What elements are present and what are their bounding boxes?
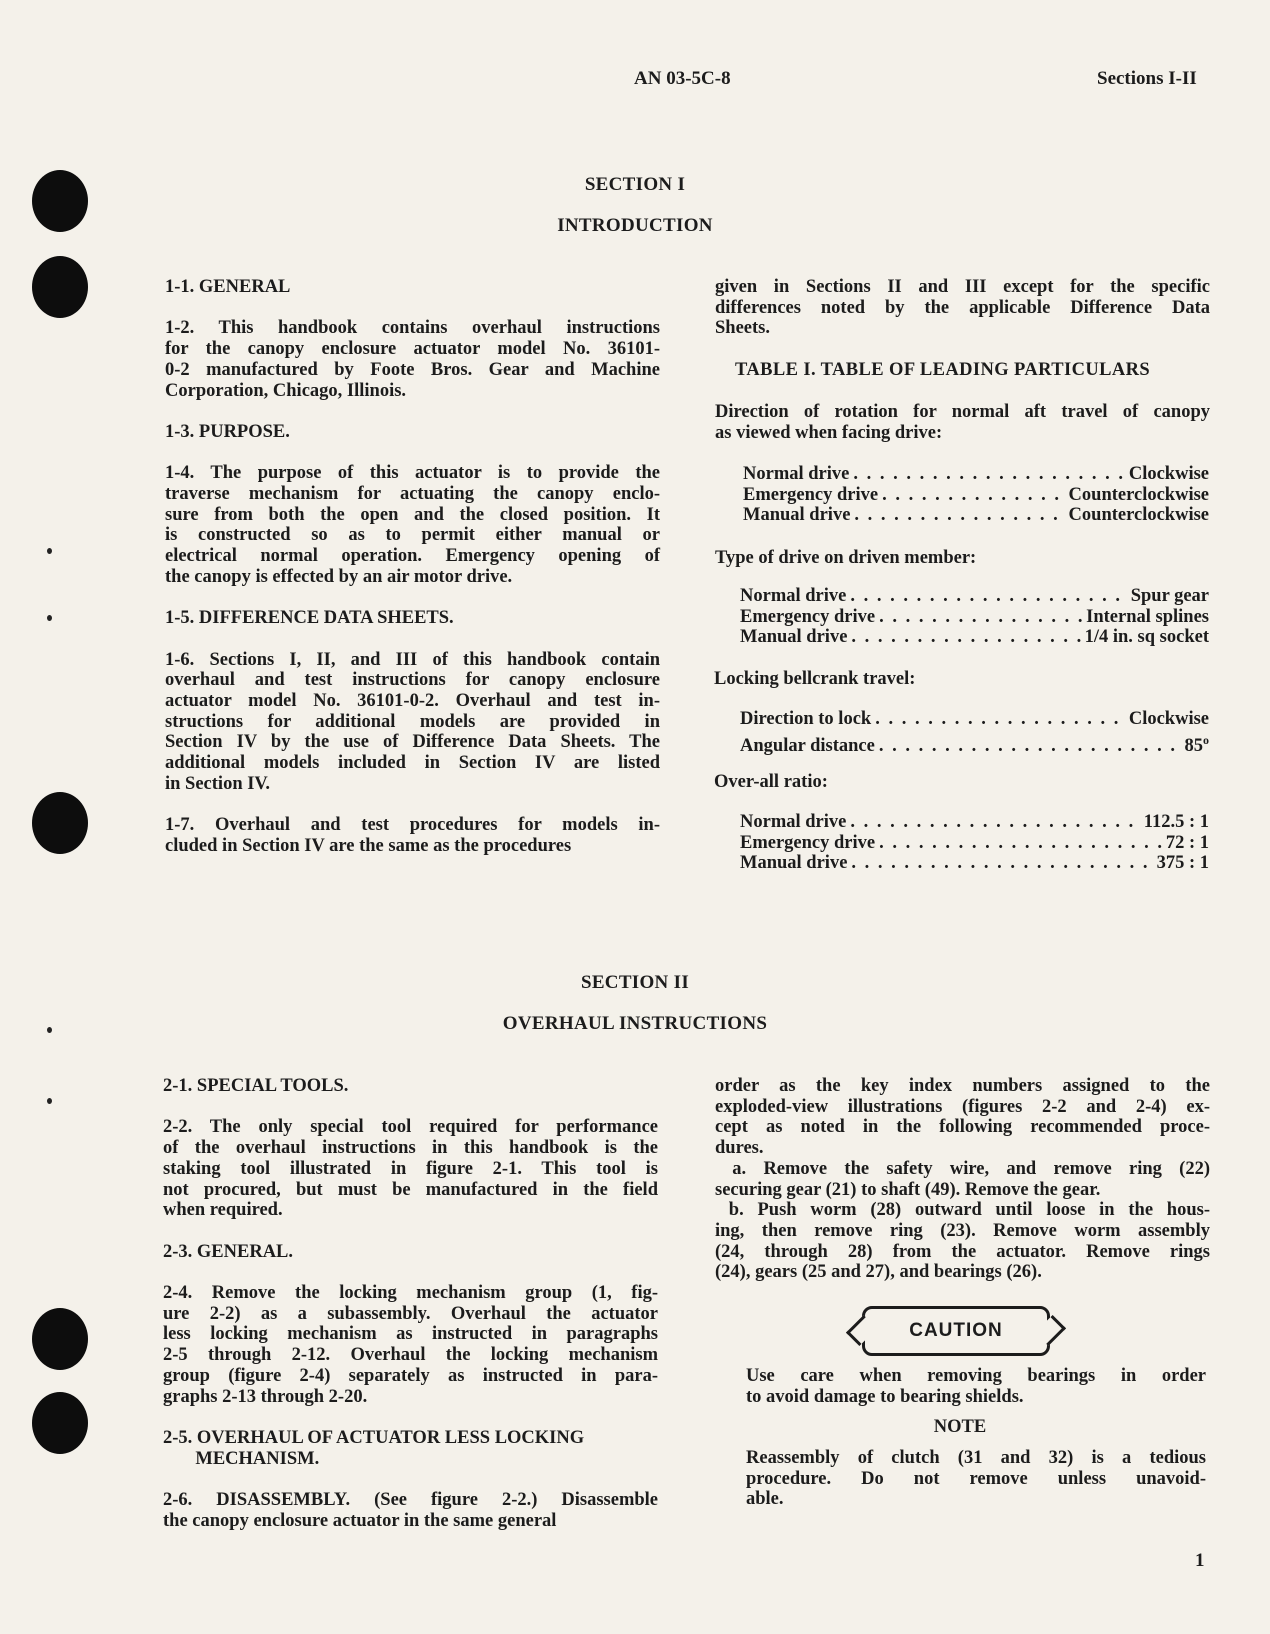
row-value xyxy=(1069,485,1209,506)
rotation-table xyxy=(743,464,1209,526)
row-value-text: Spur gear xyxy=(1130,586,1209,606)
text-line: dures. xyxy=(715,1138,764,1159)
row-value xyxy=(1129,709,1209,730)
drive-type-heading: Type of drive on driven member: xyxy=(715,548,977,568)
text-line: 2-3. GENERAL. xyxy=(163,1241,294,1262)
text-line: order as the key index numbers assigned to the xyxy=(715,1076,1210,1096)
dot-leader xyxy=(879,736,1181,757)
table-row xyxy=(740,709,1209,730)
note-text xyxy=(746,1448,1206,1510)
text-line: to avoid damage to bearing shields. xyxy=(746,1386,1024,1407)
text-line: a. Remove the safety wire, and remove ring (22) xyxy=(715,1158,1210,1179)
table-row xyxy=(740,607,1209,628)
margin-speck xyxy=(47,1098,52,1104)
table-row xyxy=(743,485,1209,506)
text-line: traverse mechanism for actuating the canopy enclo- xyxy=(165,483,660,504)
row-value xyxy=(1166,833,1209,854)
section-1-right-intro xyxy=(715,277,1210,339)
text-line: 2-5 through 2-12. Overhaul the locking mechanism xyxy=(163,1345,658,1366)
blank-line xyxy=(165,588,660,609)
row-value-text: 1/4 in. sq socket xyxy=(1084,627,1209,648)
table-row xyxy=(740,833,1209,854)
section-2-right-column xyxy=(715,1076,1210,1283)
row-value xyxy=(1085,627,1209,648)
row-value xyxy=(1157,853,1209,874)
text-line: b. Push worm (28) outward until loose in the hous- xyxy=(715,1200,1210,1221)
text-line: 2-5. OVERHAUL OF ACTUATOR LESS LOCKING xyxy=(163,1427,585,1448)
table-row xyxy=(740,586,1209,607)
text-line: 2-1. SPECIAL TOOLS. xyxy=(163,1076,349,1096)
caution-label: CAUTION xyxy=(909,1320,1003,1341)
blank-line xyxy=(163,1097,658,1118)
text-line: additional models included in Section IV are listed xyxy=(165,753,660,774)
binder-hole-2 xyxy=(32,256,88,318)
text-line: cluded in Section IV are the same as the procedures xyxy=(165,835,572,856)
row-label: Emergency drive xyxy=(743,484,879,505)
section-1-heading: SECTION I xyxy=(584,174,686,195)
text-line: 1-3. PURPOSE. xyxy=(165,421,290,442)
dot-leader xyxy=(875,709,1125,730)
table-row xyxy=(740,730,1209,757)
row-label: Normal drive xyxy=(743,464,850,484)
text-line: Corporation, Chicago, Illinois. xyxy=(165,380,407,401)
document-number: AN 03-5C-8 xyxy=(634,68,731,89)
row-label: Direction to lock xyxy=(740,709,872,729)
blank-line xyxy=(165,401,660,422)
text-line: of the overhaul instructions in this handbook is the xyxy=(163,1138,658,1159)
blank-line xyxy=(165,795,660,816)
dot-leader xyxy=(882,485,1064,506)
row-label: Manual drive xyxy=(740,853,848,874)
text-line: group (figure 2-4) separately as instructed in para- xyxy=(163,1365,658,1386)
text-line: is constructed so as to permit either manual or xyxy=(165,525,660,546)
row-value xyxy=(1069,505,1209,526)
blank-line xyxy=(163,1469,658,1490)
section-range: Sections I-II xyxy=(1097,68,1197,89)
row-value xyxy=(1185,730,1210,757)
dot-leader xyxy=(879,607,1082,628)
text-line: given in Sections II and III except for the specific xyxy=(715,277,1210,297)
row-value-text: Internal splines xyxy=(1086,606,1209,627)
text-line: 1-7. Overhaul and test procedures for models in- xyxy=(165,815,660,836)
text-line: 1-6. Sections I, II, and III of this handbook contain xyxy=(165,649,660,670)
text-line: able. xyxy=(746,1489,784,1510)
blank-line xyxy=(165,443,660,464)
text-line: exploded-view illustrations (figures 2-2 and 2-4) ex- xyxy=(715,1096,1210,1117)
text-line: cept as noted in the following recommended proce- xyxy=(715,1117,1210,1138)
text-line: Sheets. xyxy=(715,318,770,339)
bellcrank-table xyxy=(740,709,1209,757)
text-line: electrical normal operation. Emergency opening of xyxy=(165,546,660,567)
ratio-heading: Over-all ratio: xyxy=(714,772,828,792)
text-line: actuator model No. 36101-0-2. Overhaul and test in- xyxy=(165,690,660,711)
row-value xyxy=(1144,812,1209,833)
blank-line xyxy=(163,1221,658,1242)
dot-leader xyxy=(850,812,1139,833)
row-value-text: 72 : 1 xyxy=(1165,832,1209,853)
caution-box xyxy=(862,1306,1050,1356)
dot-leader xyxy=(851,853,1152,874)
binder-hole-4 xyxy=(32,1308,88,1370)
margin-speck xyxy=(47,548,52,554)
text-line: securing gear (21) to shaft (49). Remove the gear. xyxy=(715,1179,1101,1200)
text-line: 0-2 manufactured by Foote Bros. Gear and Machine xyxy=(165,359,660,380)
section-2-title: OVERHAUL INSTRUCTIONS xyxy=(502,1013,768,1034)
row-value-text: Clockwise xyxy=(1128,464,1209,484)
bellcrank-heading: Locking bellcrank travel: xyxy=(714,669,916,689)
text-line: less locking mechanism as instructed in paragraphs xyxy=(163,1324,658,1345)
leading-particulars-table-title: TABLE I. TABLE OF LEADING PARTICULARS xyxy=(735,360,1151,380)
ratio-table xyxy=(740,812,1209,874)
row-label: Normal drive xyxy=(740,812,847,832)
text-line: 2-6. DISASSEMBLY. (See figure 2-2.) Disassemble xyxy=(163,1489,658,1510)
drive-type-table xyxy=(740,586,1209,648)
table-row xyxy=(740,853,1209,874)
text-line: 1-5. DIFFERENCE DATA SHEETS. xyxy=(165,608,454,629)
row-value xyxy=(1086,607,1209,628)
text-line: (24, through 28) from the actuator. Remove rings xyxy=(715,1241,1210,1262)
text-line: graphs 2-13 through 2-20. xyxy=(163,1386,368,1407)
row-label: Manual drive xyxy=(743,505,851,526)
text-line: the canopy enclosure actuator in the same general xyxy=(163,1510,557,1531)
text-line: 2-4. Remove the locking mechanism group (1, fig- xyxy=(163,1282,658,1303)
blank-line xyxy=(165,629,660,650)
text-line: differences noted by the applicable Difference Data xyxy=(715,297,1210,318)
row-label: Normal drive xyxy=(740,586,847,606)
binder-hole-3 xyxy=(32,792,88,854)
text-line: Use care when removing bearings in order xyxy=(746,1366,1206,1386)
text-line: MECHANISM. xyxy=(163,1448,320,1469)
section-1-left-column xyxy=(165,277,660,857)
text-line: ing, then remove ring (23). Remove worm assembly xyxy=(715,1220,1210,1241)
text-line: for the canopy enclosure actuator model No. 36101- xyxy=(165,339,660,360)
text-line: sure from both the open and the closed position. It xyxy=(165,504,660,525)
dot-leader xyxy=(853,464,1124,485)
dot-leader xyxy=(851,627,1080,648)
row-value-text: 375 : 1 xyxy=(1156,853,1209,874)
row-label: Angular distance xyxy=(740,735,875,756)
text-line: 1-4. The purpose of this actuator is to provide the xyxy=(165,463,660,484)
dot-leader xyxy=(879,833,1162,854)
section-2-left-column xyxy=(163,1076,658,1531)
row-value-text: 85 xyxy=(1184,735,1203,756)
text-line: Reassembly of clutch (31 and 32) is a tedious xyxy=(746,1448,1206,1468)
table-row xyxy=(743,505,1209,526)
text-line: when required. xyxy=(163,1200,283,1221)
caution-text xyxy=(746,1366,1206,1407)
row-value-text: Counterclockwise xyxy=(1068,484,1209,505)
text-line: staking tool illustrated in figure 2-1. This tool is xyxy=(163,1158,658,1179)
text-line: 1-1. GENERAL xyxy=(165,277,291,297)
page-number: 1 xyxy=(1195,1550,1205,1571)
row-label: Manual drive xyxy=(740,627,848,648)
note-label: NOTE xyxy=(933,1417,987,1437)
table-row xyxy=(743,464,1209,485)
text-line: overhaul and test instructions for canopy enclosure xyxy=(165,670,660,691)
margin-speck xyxy=(47,615,52,621)
text-line: Section IV by the use of Difference Data Sheets. The xyxy=(165,732,660,753)
text-line: as viewed when facing drive: xyxy=(715,422,943,443)
row-label: Emergency drive xyxy=(740,832,876,853)
rotation-heading xyxy=(715,402,1210,443)
text-line: not procured, but must be manufactured in the field xyxy=(163,1179,658,1200)
text-line: 2-2. The only special tool required for performance xyxy=(163,1117,658,1138)
blank-line xyxy=(165,298,660,319)
row-value-text: 112.5 : 1 xyxy=(1143,812,1209,832)
row-value-text: Clockwise xyxy=(1128,709,1209,729)
text-line: Direction of rotation for normal aft travel of canopy xyxy=(715,402,1210,422)
row-value xyxy=(1129,464,1209,485)
row-value-text: Counterclockwise xyxy=(1068,505,1209,526)
text-line: the canopy is effected by an air motor drive. xyxy=(165,566,513,587)
section-1-title: INTRODUCTION xyxy=(557,215,713,236)
text-line: in Section IV. xyxy=(165,773,271,794)
section-2-heading: SECTION II xyxy=(580,972,690,993)
text-line: 1-2. This handbook contains overhaul instructions xyxy=(165,318,660,339)
dot-leader xyxy=(850,586,1126,607)
dot-leader xyxy=(854,505,1064,526)
blank-line xyxy=(163,1262,658,1283)
table-row xyxy=(740,627,1209,648)
row-label: Emergency drive xyxy=(740,606,876,627)
text-line: ure 2-2) as a subassembly. Overhaul the actuator xyxy=(163,1303,658,1324)
table-row xyxy=(740,812,1209,833)
degree-superscript: o xyxy=(1203,732,1209,747)
text-line: procedure. Do not remove unless unavoid- xyxy=(746,1468,1206,1489)
row-value xyxy=(1131,586,1209,607)
text-line: (24), gears (25 and 27), and bearings (26). xyxy=(715,1262,1042,1283)
text-line: structions for additional models are provided in xyxy=(165,711,660,732)
